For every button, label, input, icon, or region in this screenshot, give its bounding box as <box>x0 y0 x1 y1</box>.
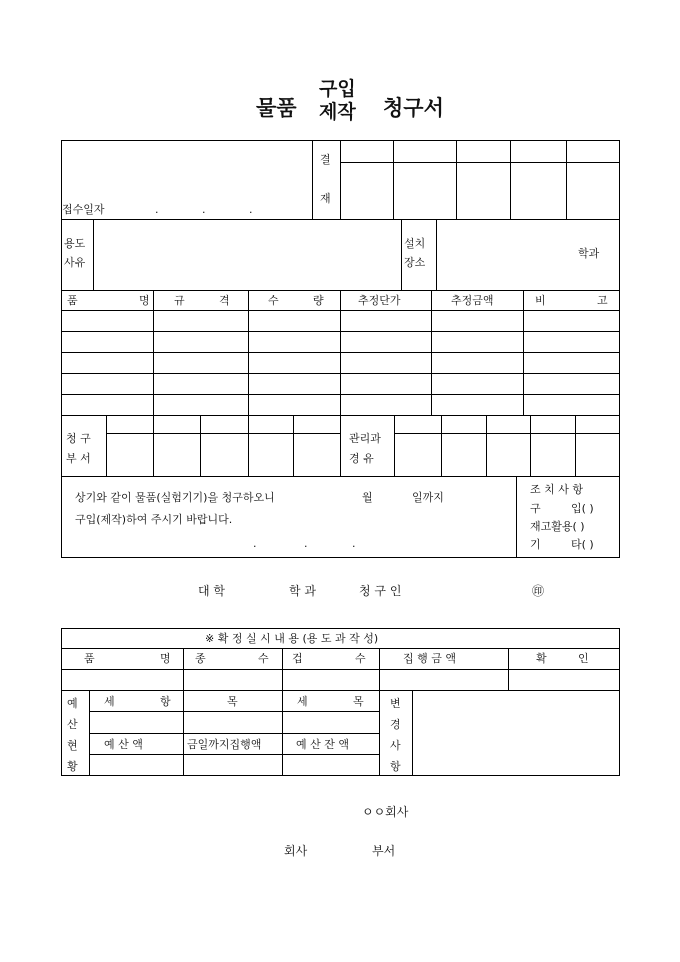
install-label-2: 장소 <box>404 256 426 269</box>
change-label-2: 경 <box>390 718 401 731</box>
request-line-1: 상기와 같이 물품(실험기기)을 청구하오니 <box>75 491 275 504</box>
header-spec-a: 규 <box>174 294 185 307</box>
budget-item: 목 <box>227 695 238 708</box>
department-suffix: 학과 <box>578 247 600 260</box>
approval-label-top: 결 <box>320 153 331 166</box>
signature-university: 대 학 <box>198 584 225 598</box>
request-date-dot-3: . <box>352 537 356 550</box>
budget-detail-a: 세 <box>297 695 308 708</box>
confirm-title: ※ 확 정 실 시 내 용 (용 도 과 작 성) <box>205 632 379 645</box>
request-until: 일까지 <box>412 491 444 504</box>
budget-label-1: 예 <box>67 697 78 710</box>
confirm-col-amount: 집 행 금 액 <box>403 652 456 665</box>
confirm-col-name-b: 명 <box>160 652 171 665</box>
mgmt-dept-label-1: 관리과 <box>349 432 381 445</box>
header-remarks-a: 비 <box>535 294 546 307</box>
date-dot-2: . <box>202 203 206 216</box>
action-stock: 재고활용( ) <box>530 520 585 533</box>
confirm-col-check-a: 확 <box>536 652 547 665</box>
purpose-label-2: 사유 <box>64 256 86 269</box>
budget-amount-label: 예 산 액 <box>104 738 143 751</box>
budget-label-2: 산 <box>67 718 78 731</box>
action-title: 조 치 사 항 <box>530 483 583 496</box>
confirm-col-count-b: 수 <box>355 652 366 665</box>
mgmt-dept-label-2: 경 유 <box>349 452 374 465</box>
confirm-col-type-a: 종 <box>195 652 206 665</box>
budget-section-a: 세 <box>104 695 115 708</box>
confirm-col-check-b: 인 <box>578 652 589 665</box>
budget-label-3: 현 <box>67 739 78 752</box>
request-dept-label-2: 부 서 <box>66 452 91 465</box>
title-right: 청구서 <box>383 95 444 120</box>
title-left: 물품 <box>256 95 297 120</box>
change-label-4: 항 <box>390 760 401 773</box>
action-other-b: 타( ) <box>571 538 594 551</box>
header-remarks-b: 고 <box>597 294 608 307</box>
action-purchase-a: 구 <box>530 502 541 515</box>
request-date-dot-2: . <box>304 537 308 550</box>
request-date-dot-1: . <box>253 537 257 550</box>
header-item-name-b: 명 <box>139 294 150 307</box>
confirm-col-type-b: 수 <box>258 652 269 665</box>
header-spec-b: 격 <box>219 294 230 307</box>
signature-department: 학 과 <box>289 584 316 598</box>
header-unit-price: 추정단가 <box>358 294 401 307</box>
change-label-1: 변 <box>390 697 401 710</box>
change-label-3: 사 <box>390 739 401 752</box>
date-dot-3: . <box>249 203 253 216</box>
budget-detail-b: 목 <box>353 695 364 708</box>
company-label: 회사 <box>284 844 308 858</box>
action-purchase-b: 입( ) <box>571 502 594 515</box>
install-label-1: 설치 <box>404 237 426 250</box>
budget-section-b: 항 <box>160 695 171 708</box>
approval-label-bottom: 재 <box>320 192 331 205</box>
budget-label-4: 황 <box>67 760 78 773</box>
seal-mark: ㊞ <box>532 584 545 598</box>
signature-requester: 청 구 인 <box>359 584 402 598</box>
remaining-budget-label: 예 산 잔 액 <box>296 738 349 751</box>
title-stack-top: 구입 <box>319 78 356 100</box>
date-dot-1: . <box>155 203 159 216</box>
confirm-col-count-a: 겁 <box>292 652 303 665</box>
request-line-2: 구입(제작)하여 주시기 바랍니다. <box>75 513 233 526</box>
request-month: 월 <box>362 491 373 504</box>
dept-label: 부서 <box>372 844 396 858</box>
action-other-a: 기 <box>530 538 541 551</box>
header-item-name-a: 품 <box>67 294 78 307</box>
purpose-label-1: 용도 <box>64 237 86 250</box>
header-est-amount: 추정금액 <box>451 294 494 307</box>
header-qty-b: 량 <box>313 294 324 307</box>
request-dept-label-1: 청 구 <box>66 432 91 445</box>
title-stack-bottom: 제작 <box>319 101 356 123</box>
company-name: ㅇㅇ회사 <box>362 805 409 819</box>
confirm-col-name-a: 품 <box>84 652 95 665</box>
receipt-date-label: 접수일자 <box>62 203 105 216</box>
header-qty-a: 수 <box>268 294 279 307</box>
executed-amount-label: 금일까지집행액 <box>187 738 262 751</box>
